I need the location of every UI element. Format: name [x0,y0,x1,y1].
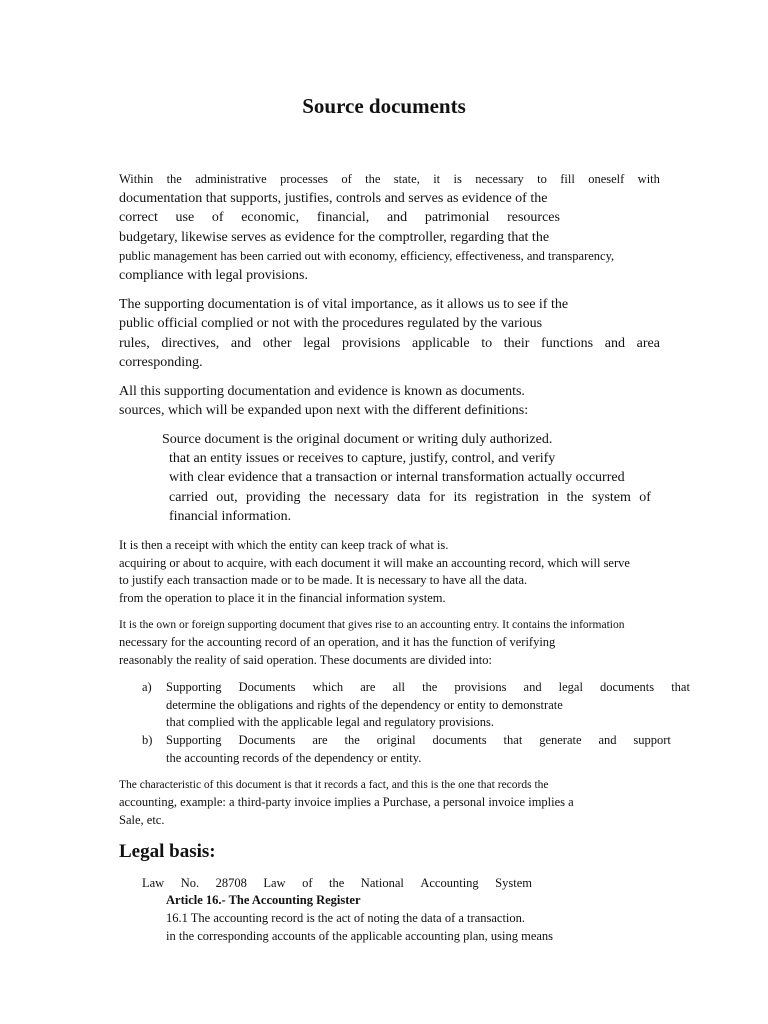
text-line: Within the administrative processes of the state, it is necessary to fill oneself with [119,172,660,186]
text-line: that an entity issues or receives to capture, justify, control, and verify [169,451,556,466]
text-line: public official complied or not with the procedures regulated by the various [119,316,543,331]
text-line: Supporting Documents which are all the provisions and legal documents that [166,680,690,694]
text-line: to justify each transaction made or to be made. It is necessary to have all the data. [119,573,528,587]
text-line: The characteristic of this document is that it records a fact, and this is the one that records the [119,779,549,791]
text-line: carried out, providing the necessary data for its registration in the system of [169,490,651,505]
text-line: sources, which will be expanded upon next with the different definitions: [119,403,529,418]
text-line: public management has been carried out with economy, efficiency, effectiveness, and transparency, [119,249,615,263]
list-marker: a) [142,680,152,694]
text-line: It is then a receipt with which the entity can keep track of what is. [119,538,449,552]
text-line: rules, directives, and other legal provisions applicable to their functions and area [119,336,660,351]
text-line: All this supporting documentation and evidence is known as documents. [119,384,525,399]
text-line: necessary for the accounting record of an operation, and it has the function of verifying [119,635,556,649]
text-line: accounting, example: a third-party invoice implies a Purchase, a personal invoice implies a [119,795,574,809]
text-line: It is the own or foreign supporting document that gives rise to an accounting entry. It contains the information [119,619,625,631]
text-line: from the operation to place it in the financial information system. [119,591,446,605]
page-title: Source documents [302,94,466,118]
law-reference: Law No. 28708 Law of the National Accounting System [142,876,532,890]
text-line: Supporting Documents are the original documents that generate and support [166,733,671,747]
article-title: Article 16.- The Accounting Register [166,893,361,907]
text-line: compliance with legal provisions. [119,268,308,283]
text-line: that complied with the applicable legal and regulatory provisions. [166,715,495,729]
text-line: corresponding. [119,355,203,370]
text-line: 16.1 The accounting record is the act of noting the data of a transaction. [166,911,526,925]
text-line: in the corresponding accounts of the applicable accounting plan, using means [166,929,554,943]
text-line: acquiring or about to acquire, with each document it will make an accounting record, which will serve [119,556,630,570]
text-line: Sale, etc. [119,813,165,827]
legal-basis-heading: Legal basis: [119,841,216,862]
text-line: reasonably the reality of said operation. These documents are divided into: [119,653,492,667]
text-line: financial information. [169,509,292,524]
text-line: Source document is the original document or writing duly authorized. [162,432,553,447]
text-line: determine the obligations and rights of the dependency or entity to demonstrate [166,698,563,712]
text-line: the accounting records of the dependency or entity. [166,751,422,765]
list-marker: b) [142,733,153,747]
text-line: The supporting documentation is of vital importance, as it allows us to see if the [119,297,569,312]
text-line: budgetary, likewise serves as evidence for the comptroller, regarding that the [119,230,550,245]
text-line: with clear evidence that a transaction or internal transformation actually occurred [169,470,625,485]
text-line: documentation that supports, justifies, controls and serves as evidence of the [119,191,548,206]
text-line: correct use of economic, financial, and patrimonial resources [119,210,560,225]
